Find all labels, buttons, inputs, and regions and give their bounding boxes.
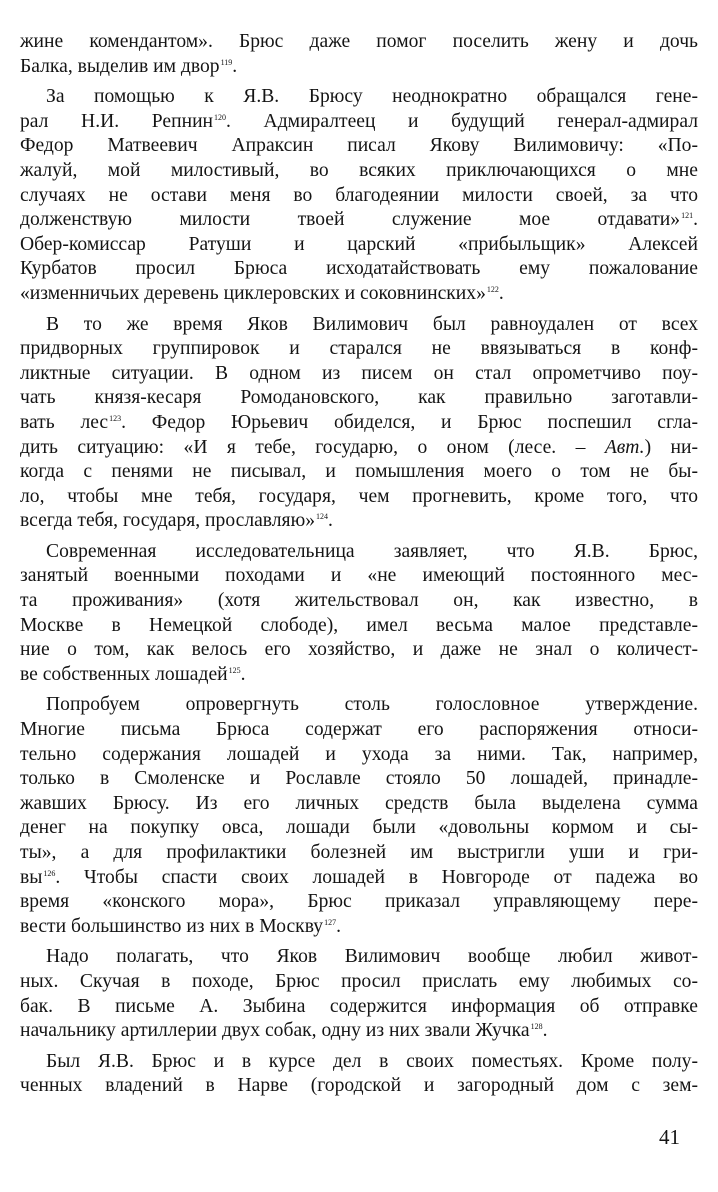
text-line <box>20 945 698 970</box>
paragraph <box>20 693 698 939</box>
text-run: тельно содержания лошадей и ухода за ними. Так, например, <box>20 743 698 765</box>
text-line <box>20 890 698 915</box>
text-run: жалуй, мой милостивый, во всяких приключающихся о мне <box>20 159 698 181</box>
text-line <box>20 85 698 110</box>
text-run: ло, чтобы мне тебя, государя, чем прогневить, кроме того, что <box>20 485 698 507</box>
text-run: . <box>542 1020 548 1042</box>
text-run: . <box>693 209 698 231</box>
text-line <box>20 184 698 209</box>
paragraph <box>20 540 698 688</box>
page-body <box>20 30 698 1105</box>
text-line <box>20 1050 698 1075</box>
text-run: ты», а для профилактики болезней им выстригли уши и гри- <box>20 842 698 863</box>
text-run: денег на покупку овса, лошади были «довольны кормом и сы- <box>20 817 698 839</box>
text-run: ных. Скучая в походе, Брюс просил прислать ему любимых со- <box>20 970 698 992</box>
text-line <box>20 718 698 743</box>
footnote-ref: 119 <box>220 57 233 67</box>
text-line <box>20 436 698 461</box>
text-line <box>20 841 698 866</box>
text-run: . <box>240 663 246 685</box>
footnote-ref: 125 <box>228 665 241 675</box>
text-run: Современная исследовательница заявляет, что Я.В. Брюс, <box>46 540 698 562</box>
text-run: жавших Брюсу. Из его личных средств была выделена сумма <box>20 792 698 814</box>
text-run: чать князя-кесаря Ромодановского, как правильно заготавли- <box>20 387 698 409</box>
text-line <box>20 638 698 663</box>
text-line <box>20 460 698 485</box>
text-line <box>20 663 698 688</box>
text-run: только в Смоленске и Рославле стояло 50 лошадей, принадле- <box>20 768 698 790</box>
text-run: . <box>328 510 333 532</box>
footnote-ref: 121 <box>681 211 694 221</box>
text-run: . <box>336 915 341 937</box>
text-run: ние о том, как велось его хозяйство, и даже не знал о количест- <box>20 639 698 661</box>
text-run: случаях не остави меня во благодеянии милости своей, за что <box>20 184 698 206</box>
text-run: время «конского мора», Брюс приказал управляющему пере- <box>20 891 698 913</box>
footnote-ref: 126 <box>43 868 56 878</box>
text-run: «изменничьих деревень циклеровских и соковнинских» <box>20 282 486 304</box>
paragraph <box>20 85 698 306</box>
text-line <box>20 30 698 55</box>
text-line <box>20 743 698 768</box>
text-run: та проживания» (хотя жительствовал он, как известно, в <box>20 590 698 612</box>
text-line <box>20 509 698 534</box>
text-line <box>20 257 698 282</box>
text-line <box>20 386 698 411</box>
text-line <box>20 540 698 565</box>
footnote-ref: 123 <box>109 413 122 423</box>
text-run: За помощью к Я.В. Брюсу неоднократно обращался гене- <box>46 86 698 108</box>
text-run: ) ни- <box>644 436 698 458</box>
text-line <box>20 816 698 841</box>
text-run: ликтные ситуации. В одном из писем он стал опрометчиво поу- <box>20 362 698 384</box>
text-line <box>20 693 698 718</box>
text-run: всегда тебя, государя, прославляю» <box>20 510 316 532</box>
paragraph <box>20 945 698 1043</box>
text-line <box>20 362 698 387</box>
text-line <box>20 208 698 233</box>
text-run: бак. В письме А. Зыбина содержится информация об отправке <box>20 995 698 1017</box>
text-line <box>20 1019 698 1044</box>
text-line <box>20 159 698 184</box>
text-line <box>20 767 698 792</box>
text-line <box>20 55 698 80</box>
text-run: начальнику артиллерии двух собак, одну из них звали Жучка <box>20 1020 530 1042</box>
text-line <box>20 1074 698 1099</box>
footnote-ref: 120 <box>214 112 227 122</box>
text-run: долженствую милости твоей служение мое отдавати» <box>20 209 681 231</box>
page-number: 41 <box>659 1125 680 1149</box>
text-run: рал Н.И. Репнин <box>20 110 214 132</box>
text-line <box>20 313 698 338</box>
text-line <box>20 995 698 1020</box>
text-run: жине комендантом». Брюс даже помог поселить жену и дочь <box>20 31 698 52</box>
text-run: дить ситуацию: «И я тебе, государю, о оном (лесе. – <box>20 436 605 458</box>
paragraph <box>20 313 698 534</box>
footnote-ref: 122 <box>486 284 499 294</box>
text-run: Был Я.В. Брюс и в курсе дел в своих поместьях. Кроме полу- <box>46 1050 698 1072</box>
paragraph <box>20 1050 698 1099</box>
text-line <box>20 110 698 135</box>
text-line <box>20 970 698 995</box>
text-line <box>20 564 698 589</box>
text-run: вать лес <box>20 411 109 433</box>
text-run: . Адмиралтеец и будущий генерал-адмирал <box>226 110 698 132</box>
text-run: когда с пенями не писывал, и помышления моего о том не бы- <box>20 461 698 483</box>
text-run: ве собственных лошадей <box>20 663 228 685</box>
text-run: . <box>498 282 504 304</box>
text-run: Попробуем опровергнуть столь голословное утверждение. <box>46 694 698 716</box>
footnote-ref: 128 <box>530 1022 543 1032</box>
text-run: занятый военными походами и «не имеющий постоянного мес- <box>20 565 698 587</box>
text-run: Обер-комиссар Ратуши и царский «прибыльщик» Алексей <box>20 233 698 255</box>
footnote-ref: 127 <box>324 917 337 927</box>
text-run: вы <box>20 866 43 888</box>
text-line <box>20 792 698 817</box>
text-run: Курбатов просил Брюса исходатайствовать ему пожалование <box>20 258 698 280</box>
text-run: . Чтобы спасти своих лошадей в Новгороде от падежа во <box>55 866 698 888</box>
text-line <box>20 411 698 436</box>
text-run: Балка, выделив им двор <box>20 55 220 77</box>
paragraph <box>20 30 698 79</box>
text-run: ченных владений в Нарве (городской и загородный дом с зем- <box>20 1075 698 1097</box>
text-run: придворных группировок и старался не ввязываться в конф- <box>20 338 698 360</box>
text-line <box>20 485 698 510</box>
text-run: . <box>232 55 238 77</box>
text-line <box>20 337 698 362</box>
text-run: Москве в Немецкой слободе), имел весьма малое представле- <box>20 614 698 636</box>
text-run: Многие письма Брюса содержат его распоряжения относи- <box>20 719 698 741</box>
text-line <box>20 915 698 940</box>
text-line <box>20 233 698 258</box>
footnote-ref: 124 <box>316 512 329 522</box>
text-run: В то же время Яков Вилимович был равноудален от всех <box>46 313 698 335</box>
text-run: Надо полагать, что Яков Вилимович вообще любил живот- <box>46 946 698 968</box>
text-line <box>20 614 698 639</box>
text-line <box>20 134 698 159</box>
text-line <box>20 589 698 614</box>
text-run: вести большинство из них в Москву <box>20 915 324 937</box>
text-run: . Федор Юрьевич обиделся, и Брюс поспешил сгла- <box>121 411 698 433</box>
text-line <box>20 282 698 307</box>
text-run: Федор Матвеевич Апраксин писал Якову Вилимовичу: «По- <box>20 135 698 157</box>
italic-text: Авт. <box>604 436 645 458</box>
text-line <box>20 866 698 891</box>
